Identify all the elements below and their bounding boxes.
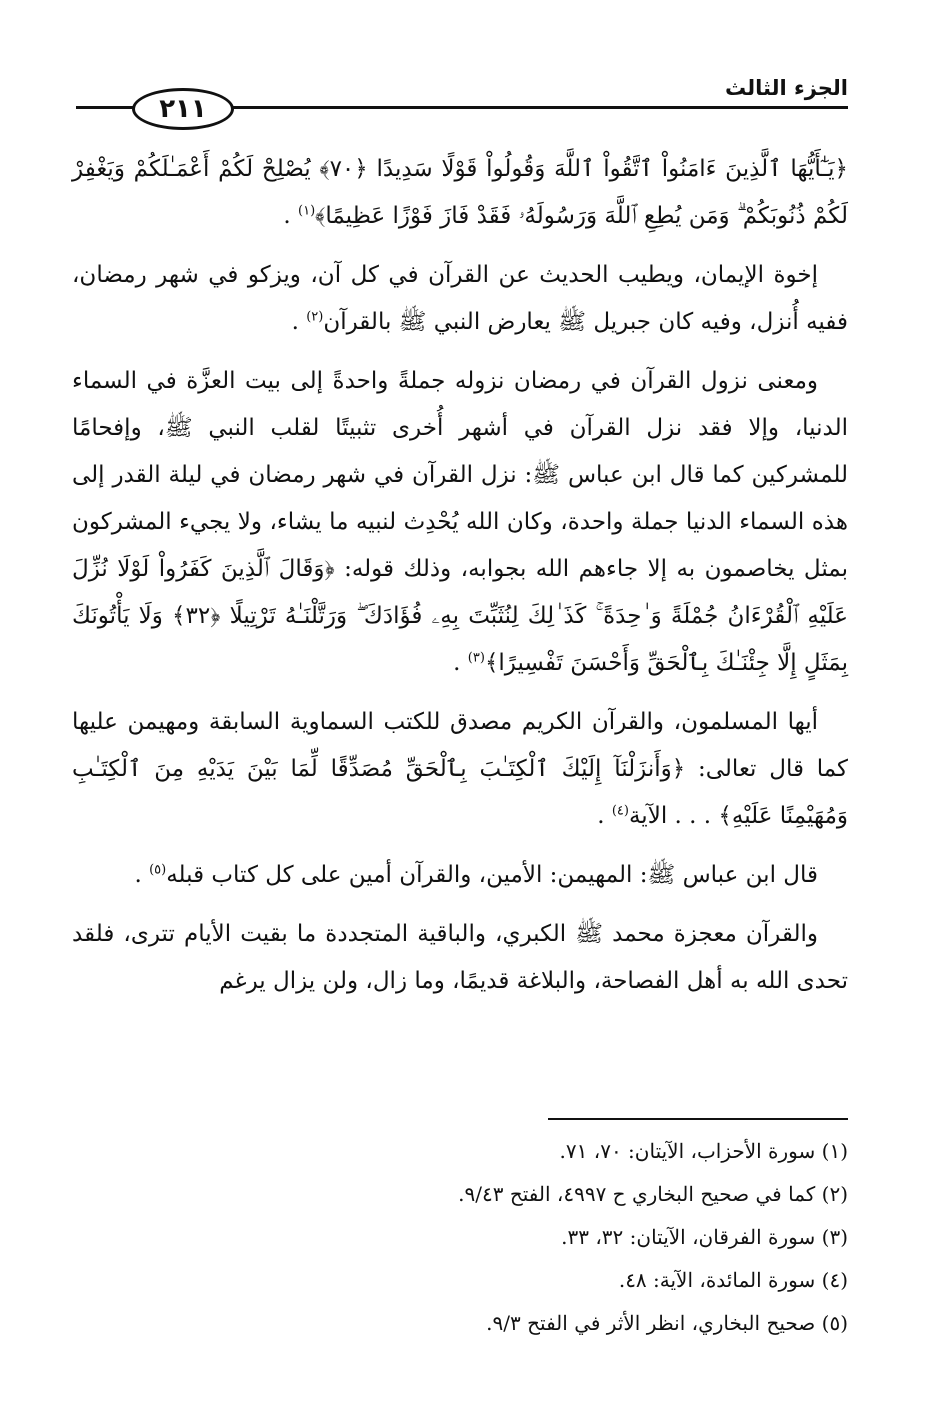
footnotes [148, 1130, 848, 1345]
paragraph [72, 852, 848, 899]
page-number: ٢١١ [132, 88, 234, 130]
footnote-ref: (٥) [149, 862, 167, 878]
footnote: (١) سورة الأحزاب، الآيتان: ٧٠، ٧١. [559, 1139, 848, 1163]
footnote: (٥) صحيح البخاري، انظر الأثر في الفتح ٩/٣. [486, 1311, 848, 1335]
sentence-end: . [291, 309, 307, 335]
footnote-ref: (٢) [306, 309, 324, 325]
paragraph-text: قال ابن عباس ﷺ: المهيمن: الأمين، والقرآن أمين على كل كتاب قبله [166, 862, 818, 888]
paragraph-text: أيها المسلمون، والقرآن الكريم مصدق للكتب السماوية السابقة ومهيمن عليها كما قال تعالى: ﴿وَأَنزَلْنَآ إِلَيْكَ ٱلْكِتَـٰبَ بِٱلْحَقِّ مُصَدِّقًا لِّمَا بَيْنَ يَدَيْهِ مِنَ ٱلْكِتَـٰبِ وَمُهَيْمِنًا عَلَيْهِ﴾ . . . الآية [72, 709, 848, 829]
paragraph-text: ومعنى نزول القرآن في رمضان نزوله جملةً واحدةً إلى بيت العزَّة في السماء الدنيا، وإلا فقد نزل القرآن في أشهر أُخرى تثبيتًا لقلب النبي ﷺ، وإفحامًا للمشركين كما قال ابن عباس ﷺ: نزل القرآن في شهر رمضان في ليلة القدر إلى هذه السماء الدنيا جملة واحدة، وكان الله يُحْدِث لنبيه ما يشاء، ولا يجيء المشركون بمثل يخاصمون به إلا جاءهم الله بجوابه، وذلك قوله: ﴿وَقَالَ ٱلَّذِينَ كَفَرُواْ لَوْلَا نُزِّلَ عَلَيْهِ ٱلْقُرْءَانُ جُمْلَةً وَ ٰحِدَةً ۚ كَذَ ٰلِكَ لِنُثَبِّتَ بِهِۦ فُؤَادَكَ ۖ وَرَتَّلْنَـٰهُ تَرْتِيلًا ﴿٣٢﴾ وَلَا يَأْتُونَكَ بِمَثَلٍ إِلَّا جِئْنَـٰكَ بِٱلْحَقِّ وَأَحْسَنَ تَفْسِيرًا﴾ [72, 368, 848, 676]
footnote: (٢) كما في صحيح البخاري ح ٤٩٩٧، الفتح ٩/٤٣. [458, 1182, 848, 1206]
paragraph [72, 358, 848, 687]
page-header [76, 70, 848, 126]
sentence-end: . [283, 203, 299, 229]
paragraph [72, 699, 848, 840]
footnote: (٣) سورة الفرقان، الآيتان: ٣٢، ٣٣. [561, 1225, 848, 1249]
paragraph-text: إخوة الإيمان، ويطيب الحديث عن القرآن في كل آن، ويزكو في شهر رمضان، ففيه أُنزل، وفيه كان جبريل ﷺ يعارض النبي ﷺ بالقرآن [72, 262, 848, 335]
paragraph [72, 911, 848, 1005]
sentence-end: . [597, 803, 612, 829]
paragraph [72, 252, 848, 346]
body-text [72, 146, 848, 1017]
part-title: الجزء الثالث [725, 76, 848, 100]
sentence-end: . [453, 650, 468, 676]
sentence-end: . [134, 862, 150, 888]
footnote: (٤) سورة المائدة، الآية: ٤٨. [618, 1268, 848, 1292]
footnote-separator [548, 1118, 848, 1120]
paragraph-text: والقرآن معجزة محمد ﷺ الكبري، والباقية المتجددة ما بقيت الأيام تترى، فلقد تحدى الله به أهل الفصاحة، والبلاغة قديمًا، وما زال، ولن يزال يرغم [72, 921, 848, 994]
paragraph [72, 146, 848, 240]
footnote-ref: (٤) [611, 803, 629, 819]
footnote-ref: (٣) [467, 650, 485, 666]
quran-verse: ﴿يَـٰٓأَيُّهَا ٱلَّذِينَ ءَامَنُواْ ٱتَّقُواْ ٱللَّهَ وَقُولُواْ قَوْلًا سَدِيدًا ﴿٧٠﴾ يُصْلِحْ لَكُمْ أَعْمَـٰلَكُمْ وَيَغْفِرْ لَكُمْ ذُنُوبَكُمْ ۗ وَمَن يُطِعِ ٱللَّهَ وَرَسُولَهُۥ فَقَدْ فَازَ فَوْزًا عَظِيمًا﴾ [72, 156, 848, 229]
footnote-ref: (١) [298, 203, 316, 219]
